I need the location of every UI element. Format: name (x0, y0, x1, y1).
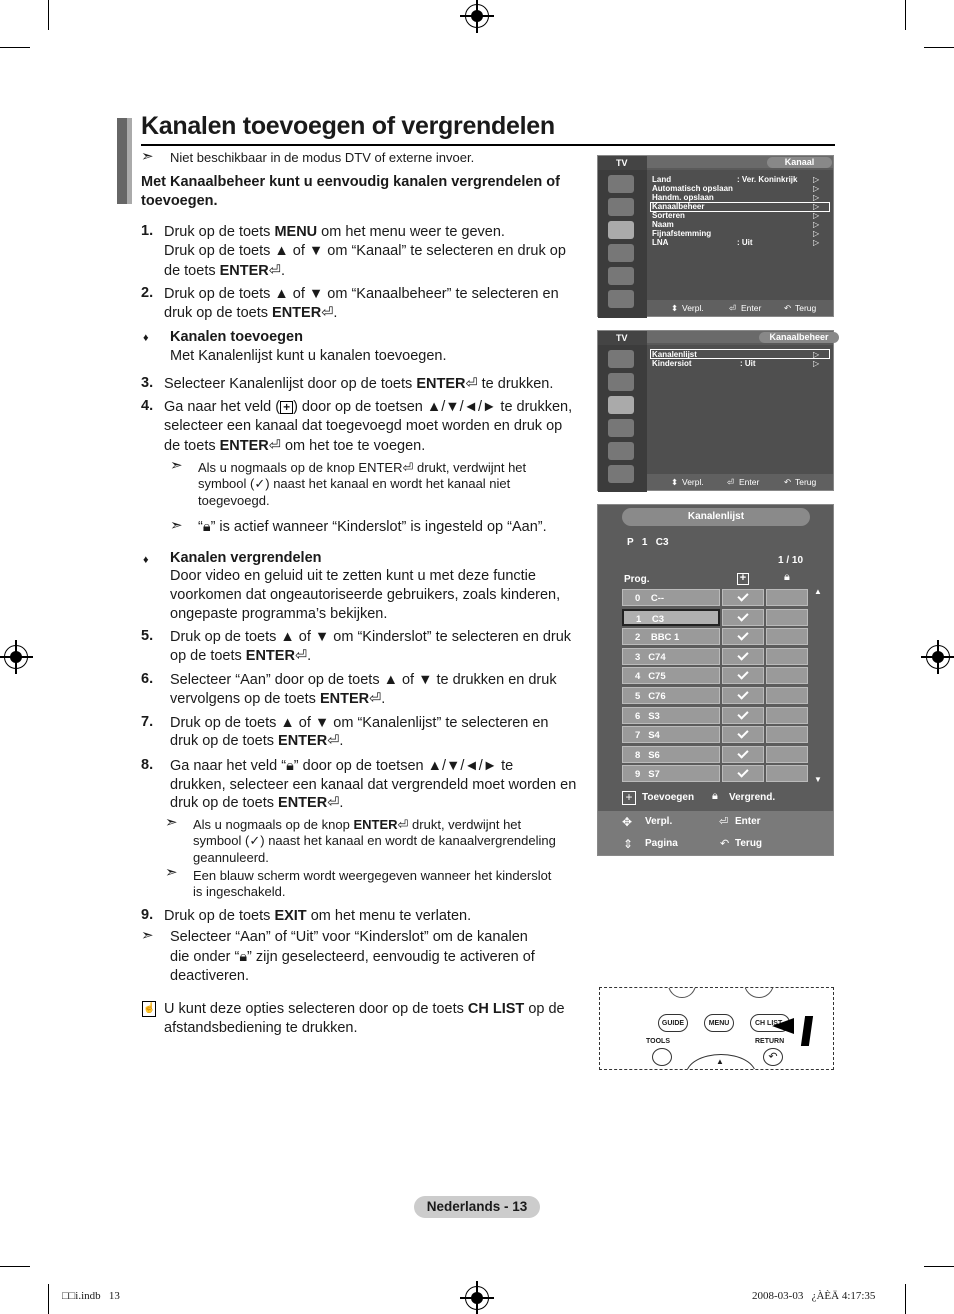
step-8-line2: drukken, selecteer een kanaal dat vergrendeld moet worden en (170, 777, 577, 793)
return-icon: ↶ (784, 477, 792, 487)
section-add-heading: Kanalen toevoegen (170, 329, 303, 345)
title-rule (141, 144, 835, 146)
menu-sidebar (598, 170, 647, 318)
lock-column-icon: 🔒︎ (784, 571, 790, 583)
add-cell[interactable] (722, 746, 764, 763)
enter-icon: ⏎ (321, 305, 334, 321)
lock-legend-icon: 🔒︎ (712, 790, 718, 802)
step-number: 9. (141, 907, 154, 923)
application-icon (608, 290, 634, 308)
note-arrow-icon: ➣ (165, 814, 178, 831)
channel-label: 4 C75 (635, 671, 666, 683)
menu-arrows: ▷ ▷ ▷ ▷ ▷ ▷ ▷ ▷ (813, 175, 820, 247)
legend-lock: Vergrend. (729, 792, 776, 803)
step-6-line1: Selecteer “Aan” door op de toets ▲ of ▼ te drukken en druk (170, 672, 557, 688)
enter-icon: ⏎ (729, 303, 737, 313)
menu-item[interactable]: Naam (652, 220, 674, 229)
return-icon: ↶ (784, 303, 792, 313)
note-4a-line2: symbool (✓) naast het kanaal en wordt het kanaal niet (198, 476, 511, 491)
menu-item-value: : Uit (740, 359, 756, 368)
step-number: 1. (141, 223, 154, 239)
scroll-up-icon[interactable]: ▲ (814, 587, 822, 596)
add-cell[interactable] (722, 609, 764, 626)
registration-mark-icon (465, 1286, 489, 1310)
step-8-line3: druk op de toets ENTER⏎. (170, 795, 344, 811)
menu-item[interactable]: Handm. opslaan (652, 193, 714, 202)
step-3-line1: Selecteer Kanalenlijst door op de toets ENTER⏎ te drukken. (164, 376, 554, 392)
channel-row[interactable] (622, 746, 720, 763)
crop-mark (0, 47, 30, 48)
channel-row[interactable] (622, 707, 720, 724)
note-4a-line1: Als u nogmaals op de knop ENTER⏎ drukt, verdwijnt het (198, 460, 527, 475)
footer-enter: Enter (741, 303, 762, 313)
menu-item[interactable]: Fijnafstemming (652, 229, 712, 238)
tools-label: TOOLS (646, 1038, 670, 1045)
channel-label: 6 S3 (635, 710, 660, 722)
footer-back: Terug (735, 838, 763, 849)
check-icon (737, 708, 748, 719)
menu-sidebar (598, 345, 647, 492)
note-arrow-icon: ➣ (165, 864, 178, 881)
enter-icon: ⏎ (268, 263, 281, 279)
channel-label: 7 S4 (635, 730, 660, 742)
bullet-diamond-icon: ♦ (143, 554, 149, 566)
tip-line1: U kunt deze opties selecteren door op de toets CH LIST op de (164, 1001, 565, 1017)
enter-icon: ⏎ (327, 795, 340, 811)
note-arrow-icon: ➣ (141, 927, 154, 944)
footer-enter: Enter (735, 816, 761, 827)
note-arrow-icon: ➣ (170, 517, 183, 534)
prog-column-label: Prog. (624, 574, 650, 585)
add-cell[interactable] (722, 589, 764, 606)
check-icon (737, 630, 748, 641)
channel-label: 9 S7 (635, 769, 660, 781)
picture-icon (608, 175, 634, 193)
channel-icon (608, 221, 634, 239)
channel-row[interactable] (622, 765, 720, 782)
legend-add: Toevoegen (642, 792, 695, 803)
channel-grid (622, 589, 812, 789)
sound-icon (608, 198, 634, 216)
crop-mark (924, 1266, 954, 1267)
menu-item-value: : Uit (737, 238, 753, 247)
return-icon: ↶ (720, 838, 730, 850)
footer-move: Verpl. (645, 816, 673, 827)
channel-label: 5 C76 (635, 691, 666, 702)
note-8a-line3: geannuleerd. (193, 850, 269, 865)
tip-line2: afstandsbediening te drukken. (164, 1020, 358, 1036)
move-icon: ⬍ (671, 303, 679, 313)
crop-mark (48, 1284, 49, 1314)
enter-icon: ⏎ (465, 376, 478, 392)
step-2-line2: druk op de toets ENTER⏎. (164, 305, 338, 321)
application-icon (608, 465, 634, 483)
registration-mark-icon (926, 645, 950, 669)
return-label: RETURN (755, 1038, 785, 1045)
step-4-line1: Ga naar het veld ( + ) door op de toetsen ▲/▼/◄/► te drukken, (164, 399, 573, 415)
note-arrow-icon: ➣ (141, 148, 154, 165)
note-9-line2: die onder “🔒︎” zijn geselecteerd, eenvoudig te activeren of (170, 949, 535, 965)
move-icon: ✥ (622, 815, 633, 829)
step-7-line1: Druk op de toets ▲ of ▼ om “Kanalenlijst” te selecteren en (170, 715, 549, 731)
step-5-line2: op de toets ENTER⏎. (170, 648, 312, 664)
page-number-pill: Nederlands - 13 (414, 1196, 540, 1218)
step-number: 5. (141, 628, 154, 644)
remote-hand-icon: ☝ (142, 1001, 156, 1017)
note-8a-line2: symbool (✓) naast het kanaal en wordt de kanaalvergrendeling (193, 833, 556, 848)
channel-row[interactable] (622, 589, 720, 606)
crop-mark (924, 47, 954, 48)
footer-move: Verpl. (682, 303, 704, 313)
step-9-line1: Druk op de toets EXIT om het menu te verlaten. (164, 908, 472, 924)
slug-right: 2008-03-03 ¿ÀÈÄ 4:17:35 (752, 1290, 876, 1302)
step-6-line2: vervolgens op de toets ENTER⏎. (170, 691, 386, 707)
note-9-line3: deactiveren. (170, 968, 249, 984)
step-number: 8. (141, 757, 154, 773)
sound-icon (608, 373, 634, 391)
lock-cell[interactable] (766, 648, 808, 665)
step-7-line2: druk op de toets ENTER⏎. (170, 733, 344, 749)
step-1-line3: de toets ENTER⏎. (164, 263, 285, 279)
input-icon (608, 267, 634, 285)
up-arrow-icon: ▲ (716, 1057, 724, 1066)
menu-item[interactable]: Land (652, 175, 672, 184)
add-legend-icon: + (622, 791, 636, 805)
add-cell[interactable] (722, 667, 764, 684)
lock-cell[interactable] (766, 667, 808, 684)
lock-cell[interactable] (766, 746, 808, 763)
add-cell[interactable] (722, 707, 764, 724)
menu-body (647, 345, 833, 474)
picture-icon (608, 350, 634, 368)
note-unavailable: Niet beschikbaar in de modus DTV of externe invoer. (170, 150, 475, 165)
setup-icon (608, 419, 634, 437)
step-number: 6. (141, 671, 154, 687)
footer-back: Terug (795, 303, 817, 313)
check-icon (737, 728, 748, 739)
check-icon (737, 767, 748, 778)
crop-mark (0, 1266, 30, 1267)
lock-icon: 🔒︎ (239, 949, 248, 965)
section-lock-text-2: voorkomen dat ongeautoriseerde gebruikers, zoals kinderen, (170, 587, 561, 603)
menu-screen-kanaal (597, 155, 834, 317)
pointer-arrow-icon (801, 1016, 813, 1046)
menu-footer (647, 300, 833, 316)
slug-left: □□i.indb 13 (62, 1290, 120, 1302)
enter-icon: ⏎ (397, 817, 409, 832)
menu-item[interactable]: Sorteren (652, 211, 685, 220)
menu-item[interactable]: Kindersiot (652, 359, 692, 368)
enter-icon: ⏎ (327, 733, 340, 749)
note-8b-line1: Een blauw scherm wordt weergegeven wanneer het kinderslot (193, 868, 552, 883)
add-box-icon: + (280, 401, 293, 414)
lock-cell[interactable] (766, 707, 808, 724)
channel-label: 1 C3 (636, 613, 664, 625)
channel-row[interactable] (622, 609, 720, 626)
channel-list-footer (598, 811, 833, 855)
tools-button[interactable] (652, 1048, 672, 1066)
setup-icon (608, 244, 634, 262)
current-channel: P 1 C3 (627, 537, 669, 548)
note-4a-line3: toegevoegd. (198, 493, 270, 508)
step-1-line2: Druk op de toets ▲ of ▼ om “Kanaal” te selecteren en druk op (164, 243, 566, 259)
lock-cell[interactable] (766, 628, 808, 645)
crop-mark (905, 1284, 906, 1314)
return-button[interactable]: ↶ (763, 1048, 783, 1066)
lock-cell[interactable] (766, 589, 808, 606)
check-icon (737, 669, 748, 680)
add-cell[interactable] (722, 726, 764, 743)
note-8b-line2: is ingeschakeld. (193, 884, 286, 899)
enter-icon: ⏎ (727, 477, 735, 487)
check-icon (737, 747, 748, 758)
add-cell[interactable] (722, 765, 764, 782)
enter-icon: ⏎ (402, 460, 414, 475)
footer-back: Terug (795, 477, 817, 487)
crop-mark (905, 0, 906, 30)
footer-move: Verpl. (682, 477, 704, 487)
channel-row[interactable] (622, 726, 720, 743)
bullet-diamond-icon: ♦ (143, 332, 149, 344)
step-5-line1: Druk op de toets ▲ of ▼ om “Kinderslot” te selecteren en druk (170, 629, 572, 645)
check-icon: ✓ (249, 833, 261, 848)
intro-text: Met Kanaalbeheer kunt u eenvoudig kanalen vergrendelen of toevoegen. (141, 174, 560, 209)
remote-button (668, 987, 696, 998)
step-1-line1: Druk op de toets MENU om het menu weer te geven. (164, 224, 505, 240)
channel-row[interactable] (622, 687, 720, 704)
note-4b: “🔒︎” is actief wanneer “Kinderslot” is ingesteld op “Aan”. (198, 519, 547, 535)
enter-icon: ⏎ (719, 816, 729, 828)
tv-label: TV (598, 331, 647, 345)
add-column-icon: + (737, 573, 749, 585)
page-title: Kanalen toevoegen of vergrendelen (141, 112, 555, 140)
channel-label: 2 BBC 1 (635, 632, 680, 644)
channel-row[interactable] (622, 628, 720, 645)
menu-screen-kanaalbeheer (597, 330, 834, 491)
check-icon (737, 688, 748, 699)
step-number: 2. (141, 285, 154, 301)
remote-button (744, 987, 774, 998)
menu-header-title: Kanaal (767, 157, 832, 168)
enter-icon: ⏎ (268, 438, 281, 454)
section-lock-text-1: Door video en geluid uit te zetten kunt u met deze functie (170, 568, 536, 584)
note-arrow-icon: ➣ (170, 457, 183, 474)
channel-list-header: Kanalenlijst (622, 508, 810, 526)
step-2-line1: Druk op de toets ▲ of ▼ om “Kanaalbeheer” te selecteren en (164, 286, 559, 302)
registration-mark-icon (4, 645, 28, 669)
move-icon: ⬍ (671, 477, 679, 487)
menu-item[interactable]: Automatisch opslaan (652, 184, 733, 193)
page-icon: ⇕ (623, 837, 634, 851)
enter-icon: ⏎ (369, 691, 382, 707)
menu-button[interactable]: MENU (704, 1014, 734, 1032)
menu-item[interactable]: LNA (652, 238, 669, 247)
ch-list-button[interactable]: CH LIST (750, 1014, 790, 1032)
input-icon (608, 442, 634, 460)
menu-item-value: : Ver. Koninkrijk (737, 175, 798, 184)
footer-enter: Enter (739, 477, 760, 487)
section-lock-heading: Kanalen vergrendelen (170, 550, 322, 566)
registration-mark-icon (465, 4, 489, 28)
lock-cell[interactable] (766, 765, 808, 782)
scroll-down-icon[interactable]: ▼ (814, 775, 822, 784)
lock-cell[interactable] (766, 687, 808, 704)
channel-row[interactable] (622, 667, 720, 684)
note-8a-line1: Als u nogmaals op de knop ENTER⏎ drukt, verdwijnt het (193, 817, 522, 832)
channel-icon (608, 396, 634, 414)
menu-arrows: ▷ ▷ (813, 350, 820, 368)
section-add-text: Met Kanalenlijst kunt u kanalen toevoegen. (170, 348, 447, 364)
crop-mark (48, 0, 49, 30)
check-icon (737, 610, 748, 621)
page-indicator: 1 / 10 (778, 555, 804, 566)
menu-header-title: Kanaalbeheer (759, 332, 839, 343)
channel-label: 3 C74 (635, 651, 666, 663)
menu-header (647, 331, 833, 343)
lock-icon: 🔒︎ (286, 758, 294, 774)
menu-item-selected[interactable]: Kanaalbeheer (652, 202, 705, 211)
note-9-line1: Selecteer “Aan” of “Uit” voor “Kinderslot” om de kanalen (170, 929, 528, 945)
channel-label: 0 C-- (635, 593, 665, 604)
channel-label: 8 S6 (635, 749, 660, 761)
footer-page: Pagina (645, 838, 678, 849)
step-8-line1: Ga naar het veld “🔒︎” door op de toetsen ▲/▼/◄/► te (170, 758, 514, 774)
title-bar-decoration (127, 118, 132, 204)
lock-icon: 🔒︎ (202, 519, 211, 535)
menu-item-selected[interactable]: Kanalenlijst (652, 350, 697, 359)
check-icon (737, 590, 748, 601)
pointer-arrow-icon (772, 1018, 794, 1034)
step-4-line3: de toets ENTER⏎ om het toe te voegen. (164, 438, 426, 454)
menu-header (647, 156, 833, 168)
lock-cell[interactable] (766, 609, 808, 626)
step-number: 3. (141, 375, 154, 391)
channel-row[interactable] (622, 648, 720, 665)
menu-body (647, 170, 833, 300)
guide-button[interactable]: GUIDE (658, 1014, 688, 1032)
step-number: 4. (141, 398, 154, 414)
enter-icon: ⏎ (294, 648, 308, 664)
add-cell[interactable] (722, 628, 764, 645)
step-number: 7. (141, 714, 154, 730)
menu-footer (647, 474, 833, 490)
tv-label: TV (598, 156, 647, 170)
lock-cell[interactable] (766, 726, 808, 743)
channel-list-screen (597, 504, 834, 856)
step-4-line2: selecteer een kanaal dat toegevoegd moet worden en druk op (164, 418, 563, 434)
add-cell[interactable] (722, 687, 764, 704)
add-cell[interactable] (722, 648, 764, 665)
check-icon (737, 649, 748, 660)
section-lock-text-3: ongepaste programma’s bekijken. (170, 606, 388, 622)
remote-illustration (599, 987, 834, 1070)
check-icon: ✓ (254, 476, 266, 491)
